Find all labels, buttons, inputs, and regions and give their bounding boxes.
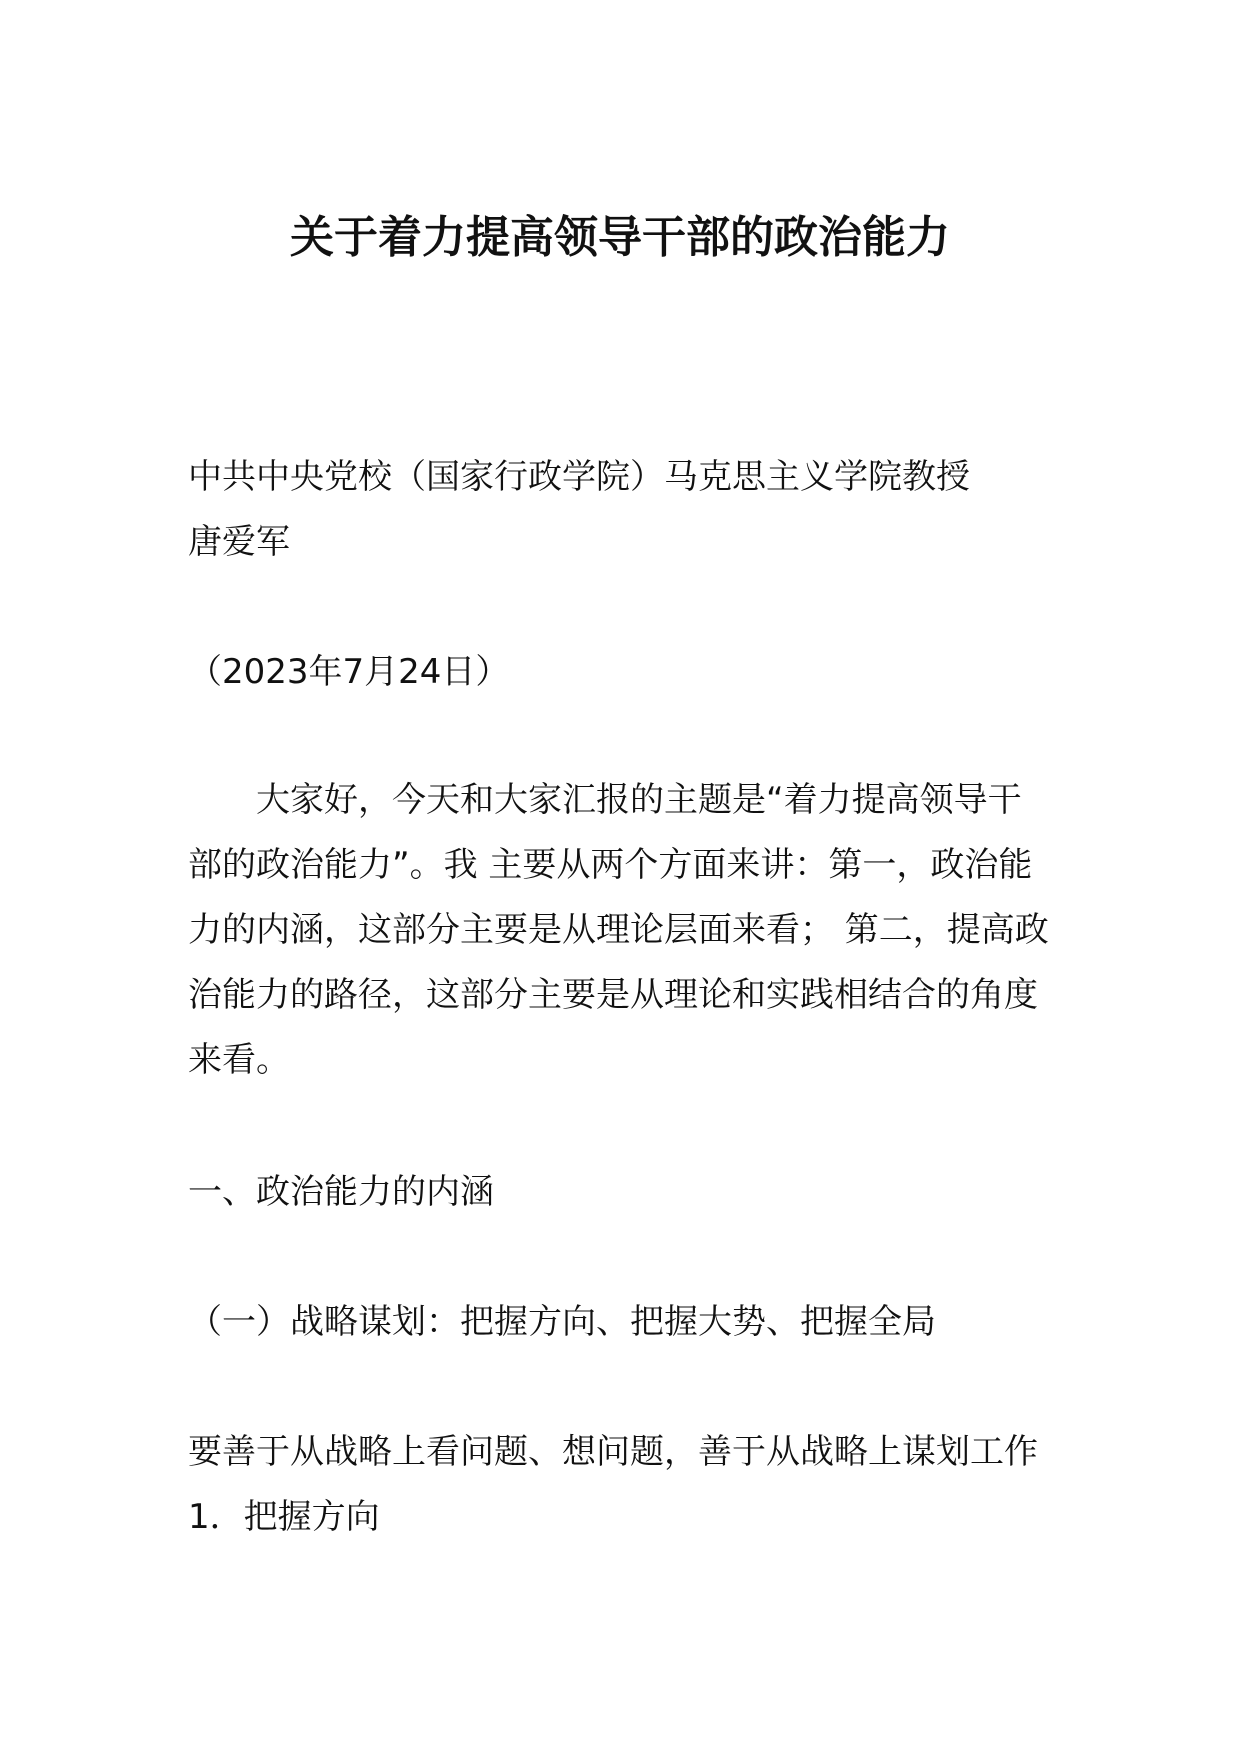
intro-line: 力的内涵，这部分主要是从理论层面来看； 第二，提高政 <box>188 910 1049 950</box>
document-date: （2023年7月24日） <box>188 652 510 692</box>
intro-line: 治能力的路径，这部分主要是从理论和实践相结合的角度 <box>188 975 1038 1015</box>
author-name: 唐爱军 <box>188 522 290 562</box>
intro-line: 来看。 <box>188 1040 290 1080</box>
author-affiliation: 中共中央党校（国家行政学院）马克思主义学院教授 <box>188 457 970 497</box>
intro-line: 大家好，今天和大家汇报的主题是“着力提高领导干 <box>256 780 1022 820</box>
document-title: 关于着力提高领导干部的政治能力 <box>290 212 950 263</box>
body-block <box>188 1420 1060 1550</box>
list-item: 1．把握方向 <box>188 1497 380 1537</box>
section-heading: 一、政治能力的内涵 <box>188 1172 494 1212</box>
subsection-heading: （一）战略谋划：把握方向、把握大势、把握全局 <box>188 1302 936 1342</box>
section-heading-block <box>188 1160 1060 1225</box>
author-block <box>188 445 1060 575</box>
date-line <box>188 640 1060 705</box>
intro-paragraph <box>188 768 1060 1093</box>
subsection-heading-block <box>188 1290 1060 1355</box>
intro-line: 部的政治能力”。我 主要从两个方面来讲：第一，政治能 <box>188 845 1033 885</box>
body-text: 要善于从战略上看问题、想问题，善于从战略上谋划工作 <box>188 1432 1038 1472</box>
